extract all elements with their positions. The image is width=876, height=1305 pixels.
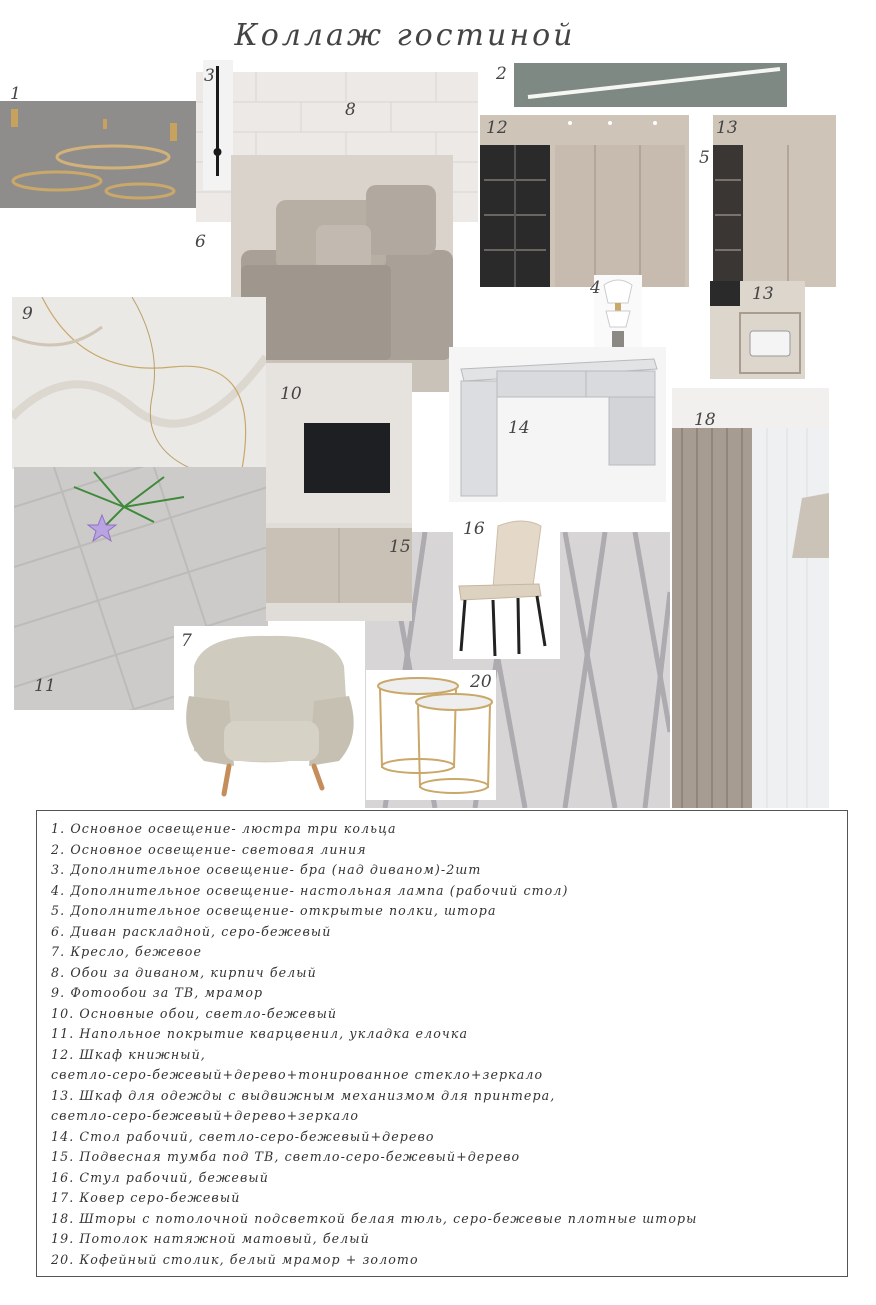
legend-line: 10. Основные обои, светло-бежевый bbox=[51, 1005, 338, 1021]
tile-number-chair: 16 bbox=[463, 519, 485, 539]
wardrobe-image bbox=[713, 115, 836, 287]
tile-number-bookcase: 12 bbox=[486, 118, 508, 138]
tile-number-desk: 14 bbox=[508, 418, 530, 438]
tile-number-printer-cabinet: 13 bbox=[752, 284, 774, 304]
legend-line: 18. Шторы с потолочной подсветкой белая тюль, серо-бежевые плотные шторы bbox=[51, 1210, 698, 1226]
page-title: Коллаж гостиной bbox=[234, 18, 576, 53]
legend-line: 8. Обои за диваном, кирпич белый bbox=[51, 964, 317, 980]
tile-number-floor: 11 bbox=[34, 676, 56, 696]
curtains-image bbox=[672, 388, 829, 808]
legend-line: 14. Стол рабочий, светло-серо-бежевый+дерево bbox=[51, 1128, 435, 1144]
tile-number-tv-stand: 15 bbox=[389, 537, 411, 557]
legend-line: 17. Ковер серо-бежевый bbox=[51, 1190, 241, 1205]
legend-line: 7. Кресло, бежевое bbox=[51, 944, 203, 959]
legend-line: 19. Потолок натяжной матовый, белый bbox=[51, 1231, 370, 1246]
armchair-image bbox=[174, 626, 364, 806]
legend-line: 9. Фотообои за ТВ, мрамор bbox=[51, 985, 264, 1000]
tile-number-sofa: 6 bbox=[195, 232, 206, 252]
legend-line: 15. Подвесная тумба под ТВ, светло-серо-бежевый+дерево bbox=[51, 1149, 521, 1164]
light-line-image bbox=[514, 63, 787, 107]
tile-number-curtains: 18 bbox=[694, 410, 716, 430]
tile-number-sconce: 3 bbox=[204, 66, 215, 86]
legend-line: 4. Дополнительное освещение- настольная лампа (рабочий стол) bbox=[51, 882, 569, 898]
bookcase-image bbox=[480, 115, 689, 287]
legend-line: 6. Диван раскладной, серо-бежевый bbox=[51, 923, 332, 939]
tile-number-armchair: 7 bbox=[181, 631, 192, 651]
tile-number-tv-wall: 10 bbox=[280, 384, 302, 404]
legend-line: 2. Основное освещение- световая линия bbox=[51, 841, 367, 857]
tile-number-light-line: 2 bbox=[496, 64, 507, 84]
tile-number-table-lamp: 4 bbox=[590, 278, 601, 298]
legend-line: 12. Шкаф книжный, bbox=[51, 1046, 206, 1062]
tile-number-wardrobe: 13 bbox=[716, 118, 738, 138]
legend-line: 13. Шкаф для одежды с выдвижным механизмом для принтера, bbox=[51, 1087, 556, 1103]
legend-line: 11. Напольное покрытие кварцвенил, укладка елочка bbox=[51, 1026, 469, 1041]
legend-line: светло-серо-бежевый+дерево+зеркало bbox=[51, 1108, 360, 1123]
legend-line: светло-серо-бежевый+дерево+тонированное стекло+зеркало bbox=[51, 1067, 544, 1082]
legend-line: 3. Дополнительное освещение- бра (над диваном)-2шт bbox=[51, 862, 482, 877]
chandelier-image bbox=[0, 101, 196, 208]
legend-line: 5. Дополнительное освещение- открытые полки, шторa bbox=[51, 903, 497, 918]
tile-number-brick-wallpaper: 8 bbox=[345, 100, 356, 120]
tile-number-chandelier: 1 bbox=[10, 84, 21, 104]
legend-line: 16. Стул рабочий, бежевый bbox=[51, 1169, 269, 1185]
legend-box bbox=[36, 810, 848, 1277]
tile-number-open-shelves: 5 bbox=[699, 148, 710, 168]
legend-line: 20. Кофейный столик, белый мрамор + золото bbox=[51, 1251, 419, 1267]
tile-number-marble-wallpaper: 9 bbox=[22, 304, 33, 324]
desk-image bbox=[449, 347, 666, 502]
tile-number-coffee-tables: 20 bbox=[470, 672, 492, 692]
legend-line: 1. Основное освещение- люстра три кольца bbox=[51, 821, 397, 836]
marble-wallpaper-image bbox=[12, 297, 266, 469]
